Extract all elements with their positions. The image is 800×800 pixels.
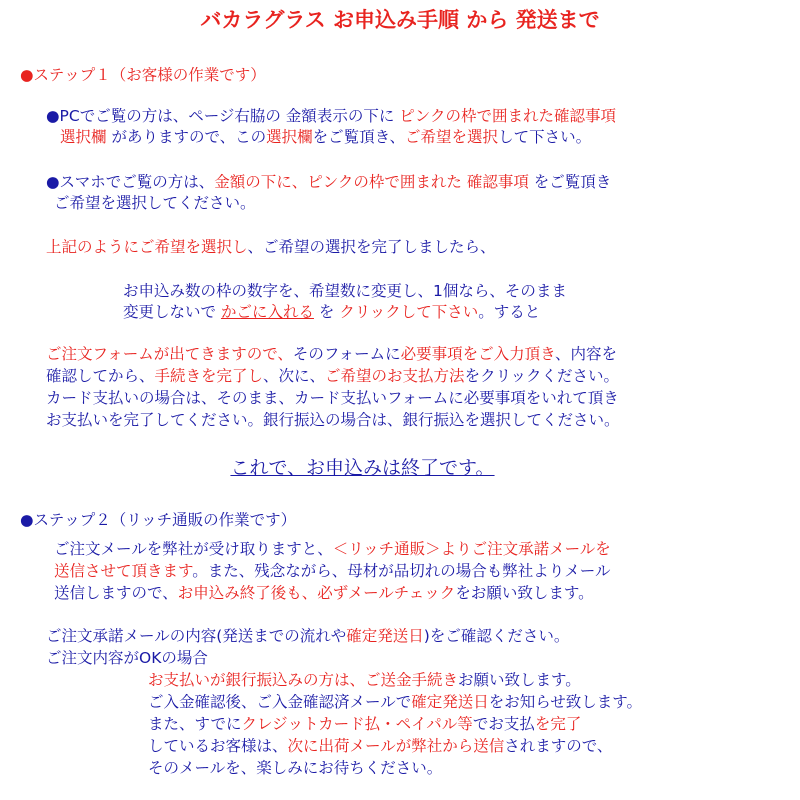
text-segment: 、内容を bbox=[555, 345, 618, 363]
confirm-mail-line bbox=[46, 626, 569, 647]
text-segment: 、ご希望の選択を完了しましたら、 bbox=[247, 238, 496, 256]
text-segment: ご希望を選択 bbox=[405, 128, 499, 146]
text-segment: そのフォームに bbox=[292, 345, 401, 363]
text-segment: 。すると bbox=[478, 303, 541, 321]
text-segment: ピンクの枠で囲まれた確認事項 bbox=[399, 107, 616, 125]
text-segment: 上記のようにご希望を選択し bbox=[46, 238, 248, 256]
step2-heading bbox=[20, 510, 296, 531]
text-segment: ＜リッチ通販＞よりご注文承諾メールを bbox=[332, 540, 611, 558]
text-segment: ご希望を選択してください。 bbox=[54, 194, 256, 212]
text-segment: そのメールを、楽しみにお待ちください。 bbox=[148, 759, 443, 777]
order-mail-line-3 bbox=[54, 583, 594, 604]
text-segment: 送信させて頂きます bbox=[54, 562, 193, 580]
smartphone-instruction-line-2 bbox=[54, 193, 256, 214]
quantity-line-1 bbox=[123, 281, 567, 302]
ok-detail-line-2 bbox=[148, 692, 642, 713]
text-segment: でお支払 bbox=[472, 715, 535, 733]
text-segment: 金額の下に、ピンクの枠で囲まれた 確認事項 bbox=[214, 173, 529, 191]
ok-detail-line-4 bbox=[148, 736, 612, 757]
application-complete-message: これで、お申込みは終了です。 bbox=[230, 457, 495, 479]
text-segment: 変更しないで bbox=[123, 303, 221, 321]
order-form-line-4 bbox=[46, 410, 620, 431]
text-segment: クリックして下さい bbox=[339, 303, 479, 321]
text-segment: ご注文メールを弊社が受け取りますと、 bbox=[54, 540, 333, 558]
text-segment: 確定発送日 bbox=[346, 627, 424, 645]
after-selection-line bbox=[46, 237, 496, 258]
text-segment: お支払いを完了してください。銀行振込の場合は、銀行振込を選択してください。 bbox=[46, 411, 620, 429]
order-form-line-1 bbox=[46, 344, 617, 365]
text-segment: をお知らせ致します。 bbox=[488, 693, 643, 711]
page-title: バカラグラス お申込み手順 から 発送まで bbox=[200, 8, 600, 32]
text-segment: お申込み終了後も、必ずメールチェック bbox=[177, 584, 456, 602]
text-segment: 選択欄 bbox=[60, 128, 107, 146]
text-segment: ご送金手続き bbox=[365, 671, 459, 689]
text-segment: ご希望のお支払方法 bbox=[325, 367, 465, 385]
pc-instruction-line-2 bbox=[60, 127, 591, 148]
order-ok-line bbox=[46, 648, 208, 669]
text-segment: 確定発送日 bbox=[411, 693, 489, 711]
smartphone-instruction-line-1 bbox=[46, 172, 611, 193]
text-segment: しているお客様は、 bbox=[148, 737, 288, 755]
text-segment: 、次に、 bbox=[263, 367, 326, 385]
text-segment: 。また、残念ながら、母材が品切れの場合も弊社よりメール bbox=[192, 562, 611, 580]
text-segment: クレジットカード払・ペイパル等 bbox=[241, 715, 473, 733]
text-segment: ご入金確認後、ご入金確認済メールで bbox=[148, 693, 412, 711]
text-segment: ●スマホでご覧の方は、 bbox=[46, 173, 215, 191]
text-segment: がありますので、この bbox=[106, 128, 267, 146]
quantity-line-2 bbox=[123, 302, 540, 323]
text-segment: 送信しますので、 bbox=[54, 584, 178, 602]
text-segment: )をご確認ください。 bbox=[423, 627, 570, 645]
text-segment: また、すでに bbox=[148, 715, 242, 733]
text-segment: ご注文承諾メールの内容(発送までの流れや bbox=[46, 627, 347, 645]
text-segment: をお願い致します。 bbox=[455, 584, 594, 602]
order-form-line-3 bbox=[46, 388, 619, 409]
text-segment: 次に出荷メールが弊社から送信 bbox=[287, 737, 505, 755]
text-segment: お申込み数の枠の数字を、希望数に変更し、1個なら、そのまま bbox=[123, 282, 567, 300]
step2-heading-text: ●ステップ２（リッチ通販の作業です） bbox=[20, 511, 297, 529]
order-mail-line-2 bbox=[54, 561, 610, 582]
ok-detail-line-1 bbox=[148, 670, 581, 691]
text-segment: ●PCでご覧の方は、ページ右脇の 金額表示の下に bbox=[46, 107, 400, 125]
order-mail-line-1 bbox=[54, 539, 611, 560]
ok-detail-line-3 bbox=[148, 714, 581, 735]
text-segment: を完了 bbox=[534, 715, 582, 733]
text-segment: 手続きを完了し bbox=[154, 367, 264, 385]
text-segment: ご注文フォームが出てきますので、 bbox=[46, 345, 293, 363]
text-segment: をご覧頂き bbox=[528, 173, 612, 191]
step1-heading bbox=[20, 65, 266, 86]
text-segment: を bbox=[313, 303, 340, 321]
text-segment: をクリックください。 bbox=[464, 367, 619, 385]
text-segment: カード支払いの場合は、そのまま、カード支払いフォームに必要事項をいれて頂き bbox=[46, 389, 619, 407]
step1-heading-text: ●ステップ１（お客様の作業です） bbox=[20, 66, 266, 84]
text-segment: お支払いが銀行振込みの方は、 bbox=[148, 671, 366, 689]
text-segment: ご注文内容がOKの場合 bbox=[46, 649, 208, 667]
text-segment: お願い致します。 bbox=[458, 671, 581, 689]
text-segment: されますので、 bbox=[504, 737, 613, 755]
text-segment: 必要事項をご入力頂き bbox=[400, 345, 556, 363]
pc-instruction-line-1 bbox=[46, 106, 616, 127]
text-segment: 選択欄 bbox=[266, 128, 313, 146]
text-segment: をご覧頂き、 bbox=[312, 128, 406, 146]
text-segment: 確認してから、 bbox=[46, 367, 155, 385]
text-segment: して下さい。 bbox=[498, 128, 592, 146]
text-segment: かごに入れる bbox=[220, 303, 314, 321]
order-form-line-2 bbox=[46, 366, 619, 387]
ok-detail-line-5 bbox=[148, 758, 442, 779]
